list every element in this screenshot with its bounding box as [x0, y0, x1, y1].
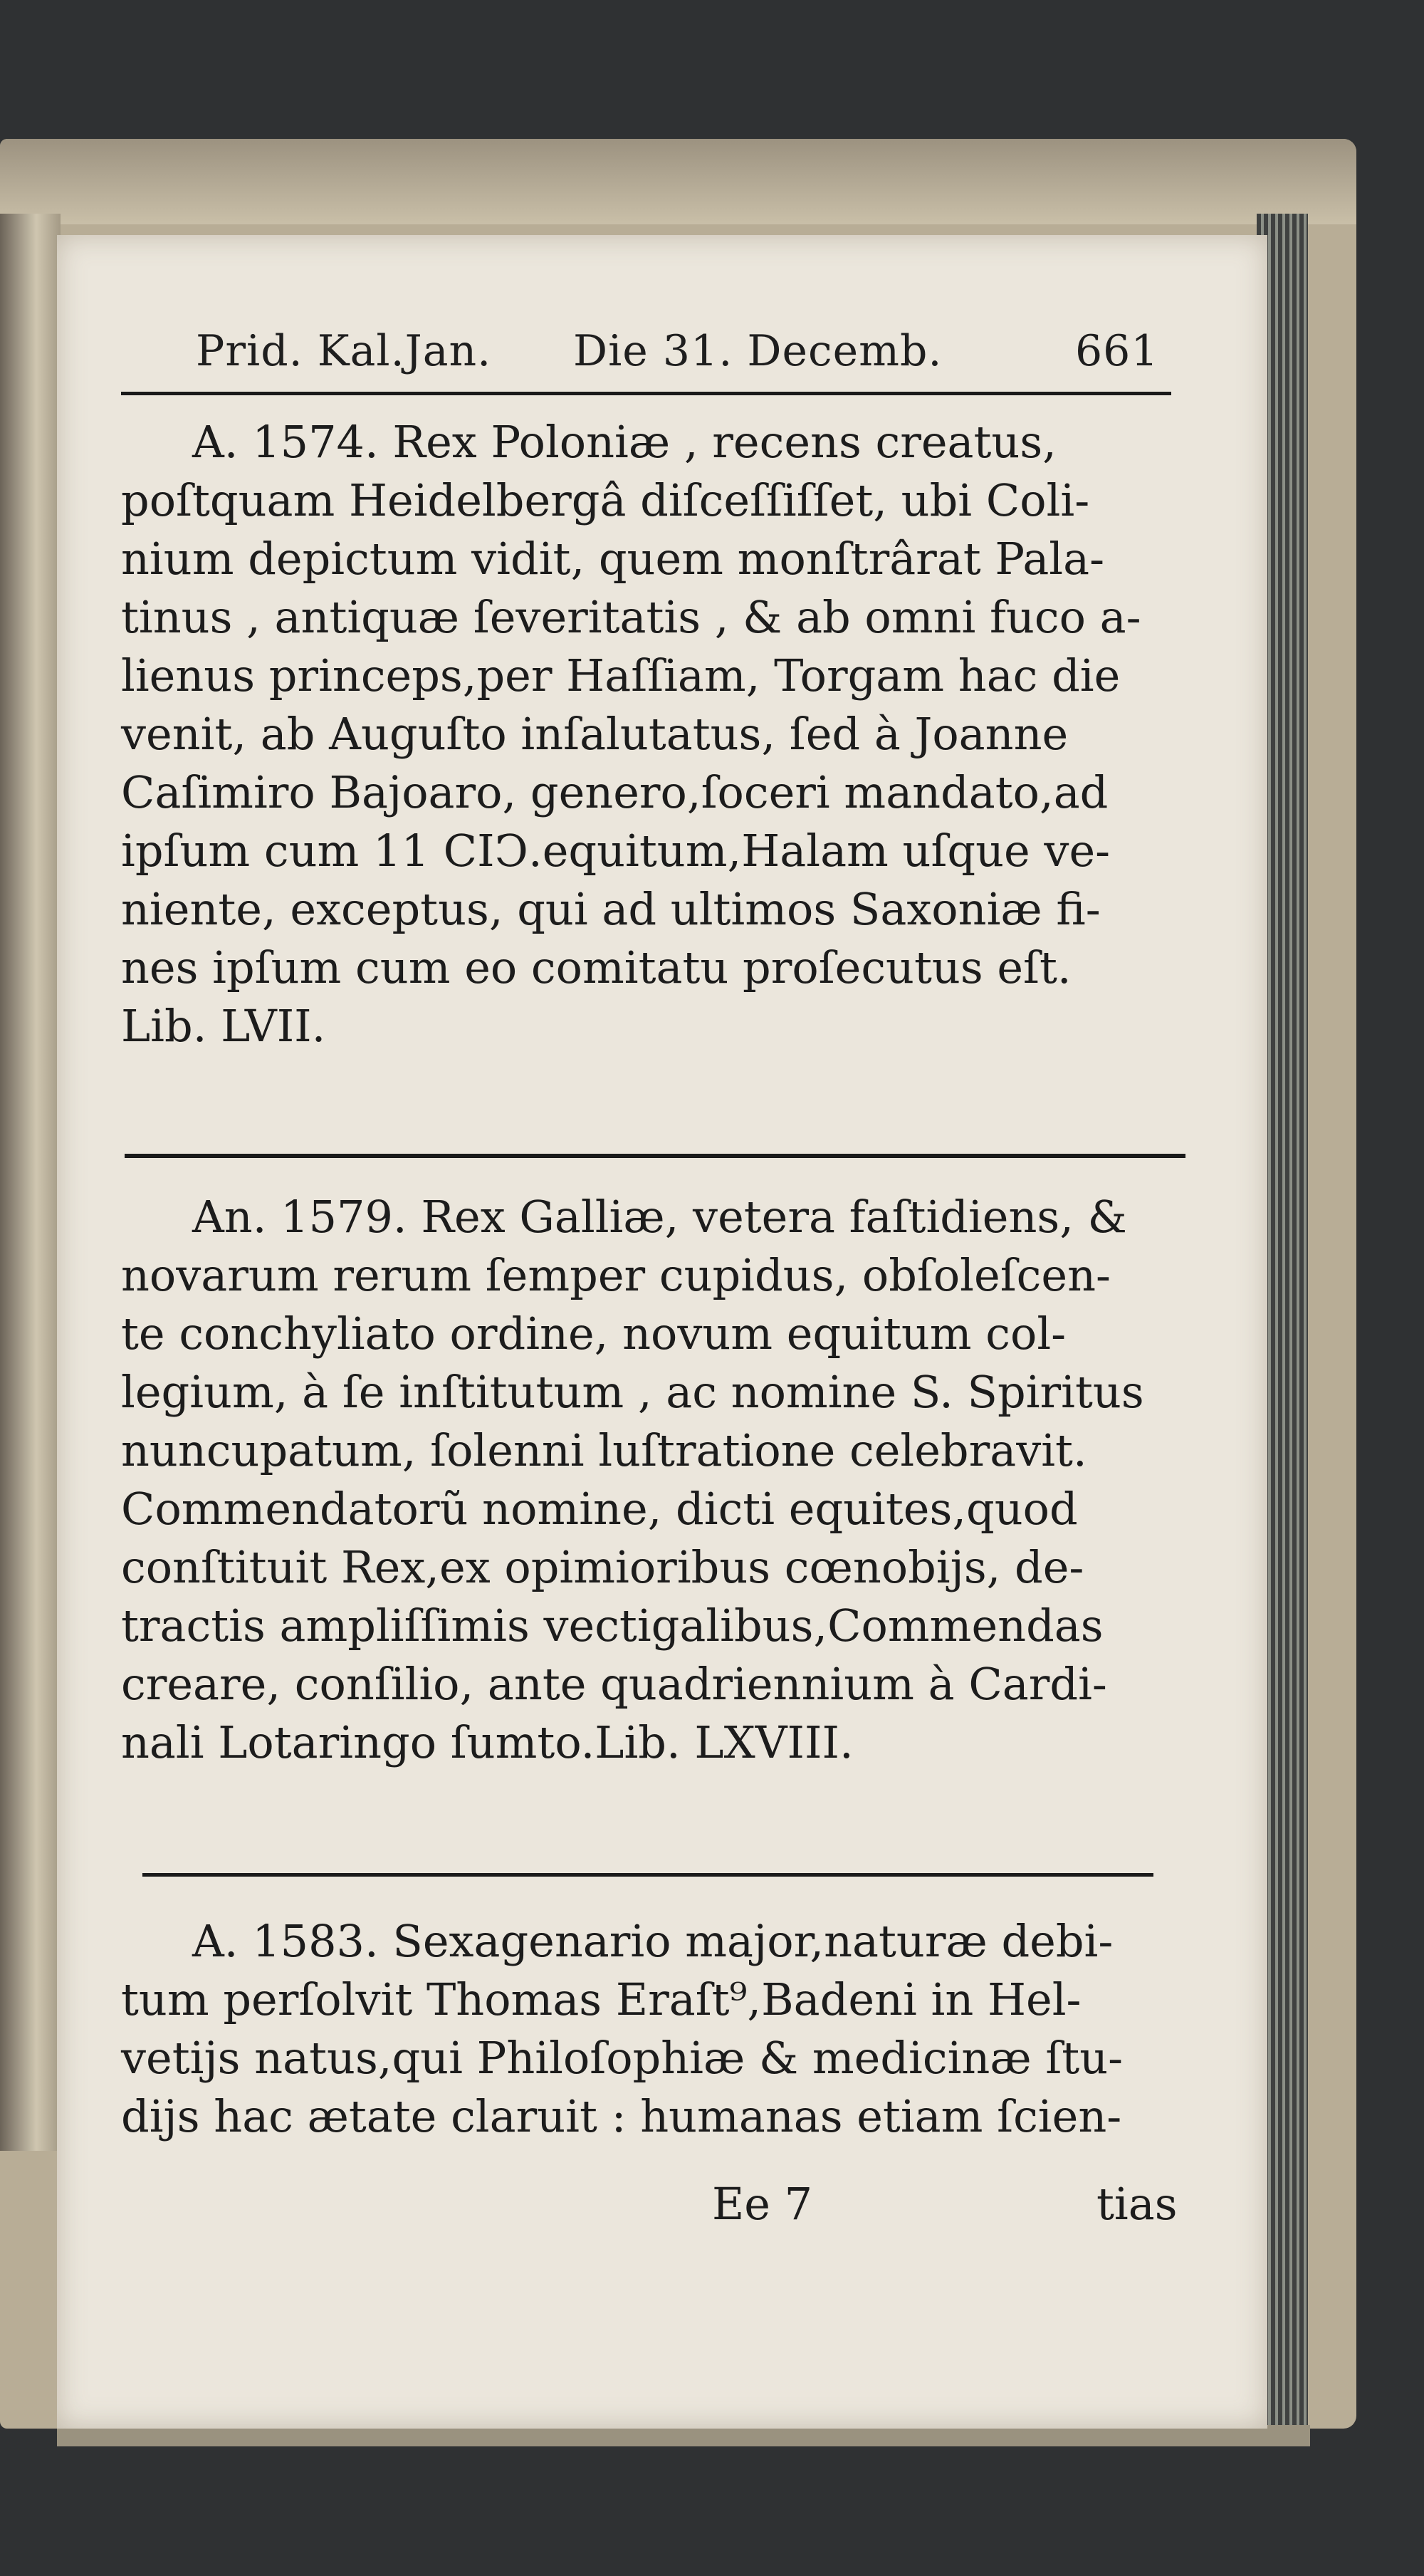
entry-1579	[121, 1188, 1144, 1772]
header-date: Die 31. Decemb.	[573, 326, 943, 376]
text-line: tum perſolvit Thomas Eraſt⁹,Badeni in Hel-	[121, 1973, 1082, 2025]
text-line: tractis ampliſſimis vectigalibus,Commendas	[121, 1600, 1104, 1652]
book-top-edge	[0, 139, 1356, 224]
text-line: Commendatorũ nomine, dicti equites,quod	[121, 1483, 1078, 1535]
section-divider	[125, 1154, 1185, 1158]
text-line: Lib. LVII.	[121, 1000, 326, 1052]
section-divider	[142, 1873, 1153, 1877]
text-line: A. 1583. Sexagenario major,naturæ debi-	[192, 1915, 1114, 1967]
header-left: Prid. Kal.Jan.	[196, 326, 492, 376]
text-line: te conchyliato ordine, novum equitum col-	[121, 1308, 1067, 1360]
text-line: legium, à ſe inſtitutum , ac nomine S. Spiritus	[121, 1366, 1144, 1418]
text-line: ipſum cum 11 CIↃ.equitum,Halam uſque ve-	[121, 825, 1111, 877]
header-rule	[121, 392, 1171, 395]
left-page-fold	[0, 214, 61, 2151]
text-line: niente, exceptus, qui ad ultimos Saxoniæ fi-	[121, 883, 1101, 935]
text-line: nuncupatum, ſolenni luſtratione celebravit.	[121, 1424, 1087, 1476]
text-line: lienus princeps,per Haſſiam, Torgam hac die	[121, 650, 1121, 702]
text-line: venit, ab Auguſto inſalutatus, ſed à Joanne	[121, 708, 1069, 760]
signature-mark: Ee 7	[712, 2178, 813, 2230]
text-line: A. 1574. Rex Poloniæ , recens creatus,	[192, 416, 1057, 468]
text-line: creare, conſilio, ante quadriennium à Cardi-	[121, 1658, 1107, 1710]
catchword: tias	[1096, 2178, 1178, 2230]
text-line: Caſimiro Bajoaro, genero,ſoceri mandato,ad	[121, 766, 1109, 818]
entry-1574	[121, 413, 1141, 1055]
text-line: dijs hac ætate claruit : humanas etiam ſcien-	[121, 2090, 1122, 2142]
running-header	[196, 326, 1221, 376]
text-line: nali Lotaringo ſumto.Lib. LXVIII.	[121, 1716, 854, 1768]
text-line: nium depictum vidit, quem monſtrârat Pala-	[121, 533, 1105, 585]
entry-1583	[121, 1912, 1123, 2146]
text-line: vetijs natus,qui Philoſophiæ & medicinæ ſtu-	[121, 2032, 1124, 2084]
text-line: poſtquam Heidelbergâ diſceſſiſſet, ubi Coli-	[121, 474, 1090, 526]
text-line: conſtituit Rex,ex opimioribus cœnobijs, de-	[121, 1541, 1084, 1593]
text-line: An. 1579. Rex Galliæ, vetera faſtidiens, &	[192, 1191, 1127, 1243]
text-line: tinus , antiquæ ſeveritatis , & ab omni fuco a-	[121, 591, 1141, 643]
text-line: novarum rerum ſemper cupidus, obſoleſcen-	[121, 1249, 1111, 1301]
text-line: nes ipſum cum eo comitatu proſecutus eſt.	[121, 942, 1072, 994]
page-number: 661	[1075, 326, 1159, 376]
